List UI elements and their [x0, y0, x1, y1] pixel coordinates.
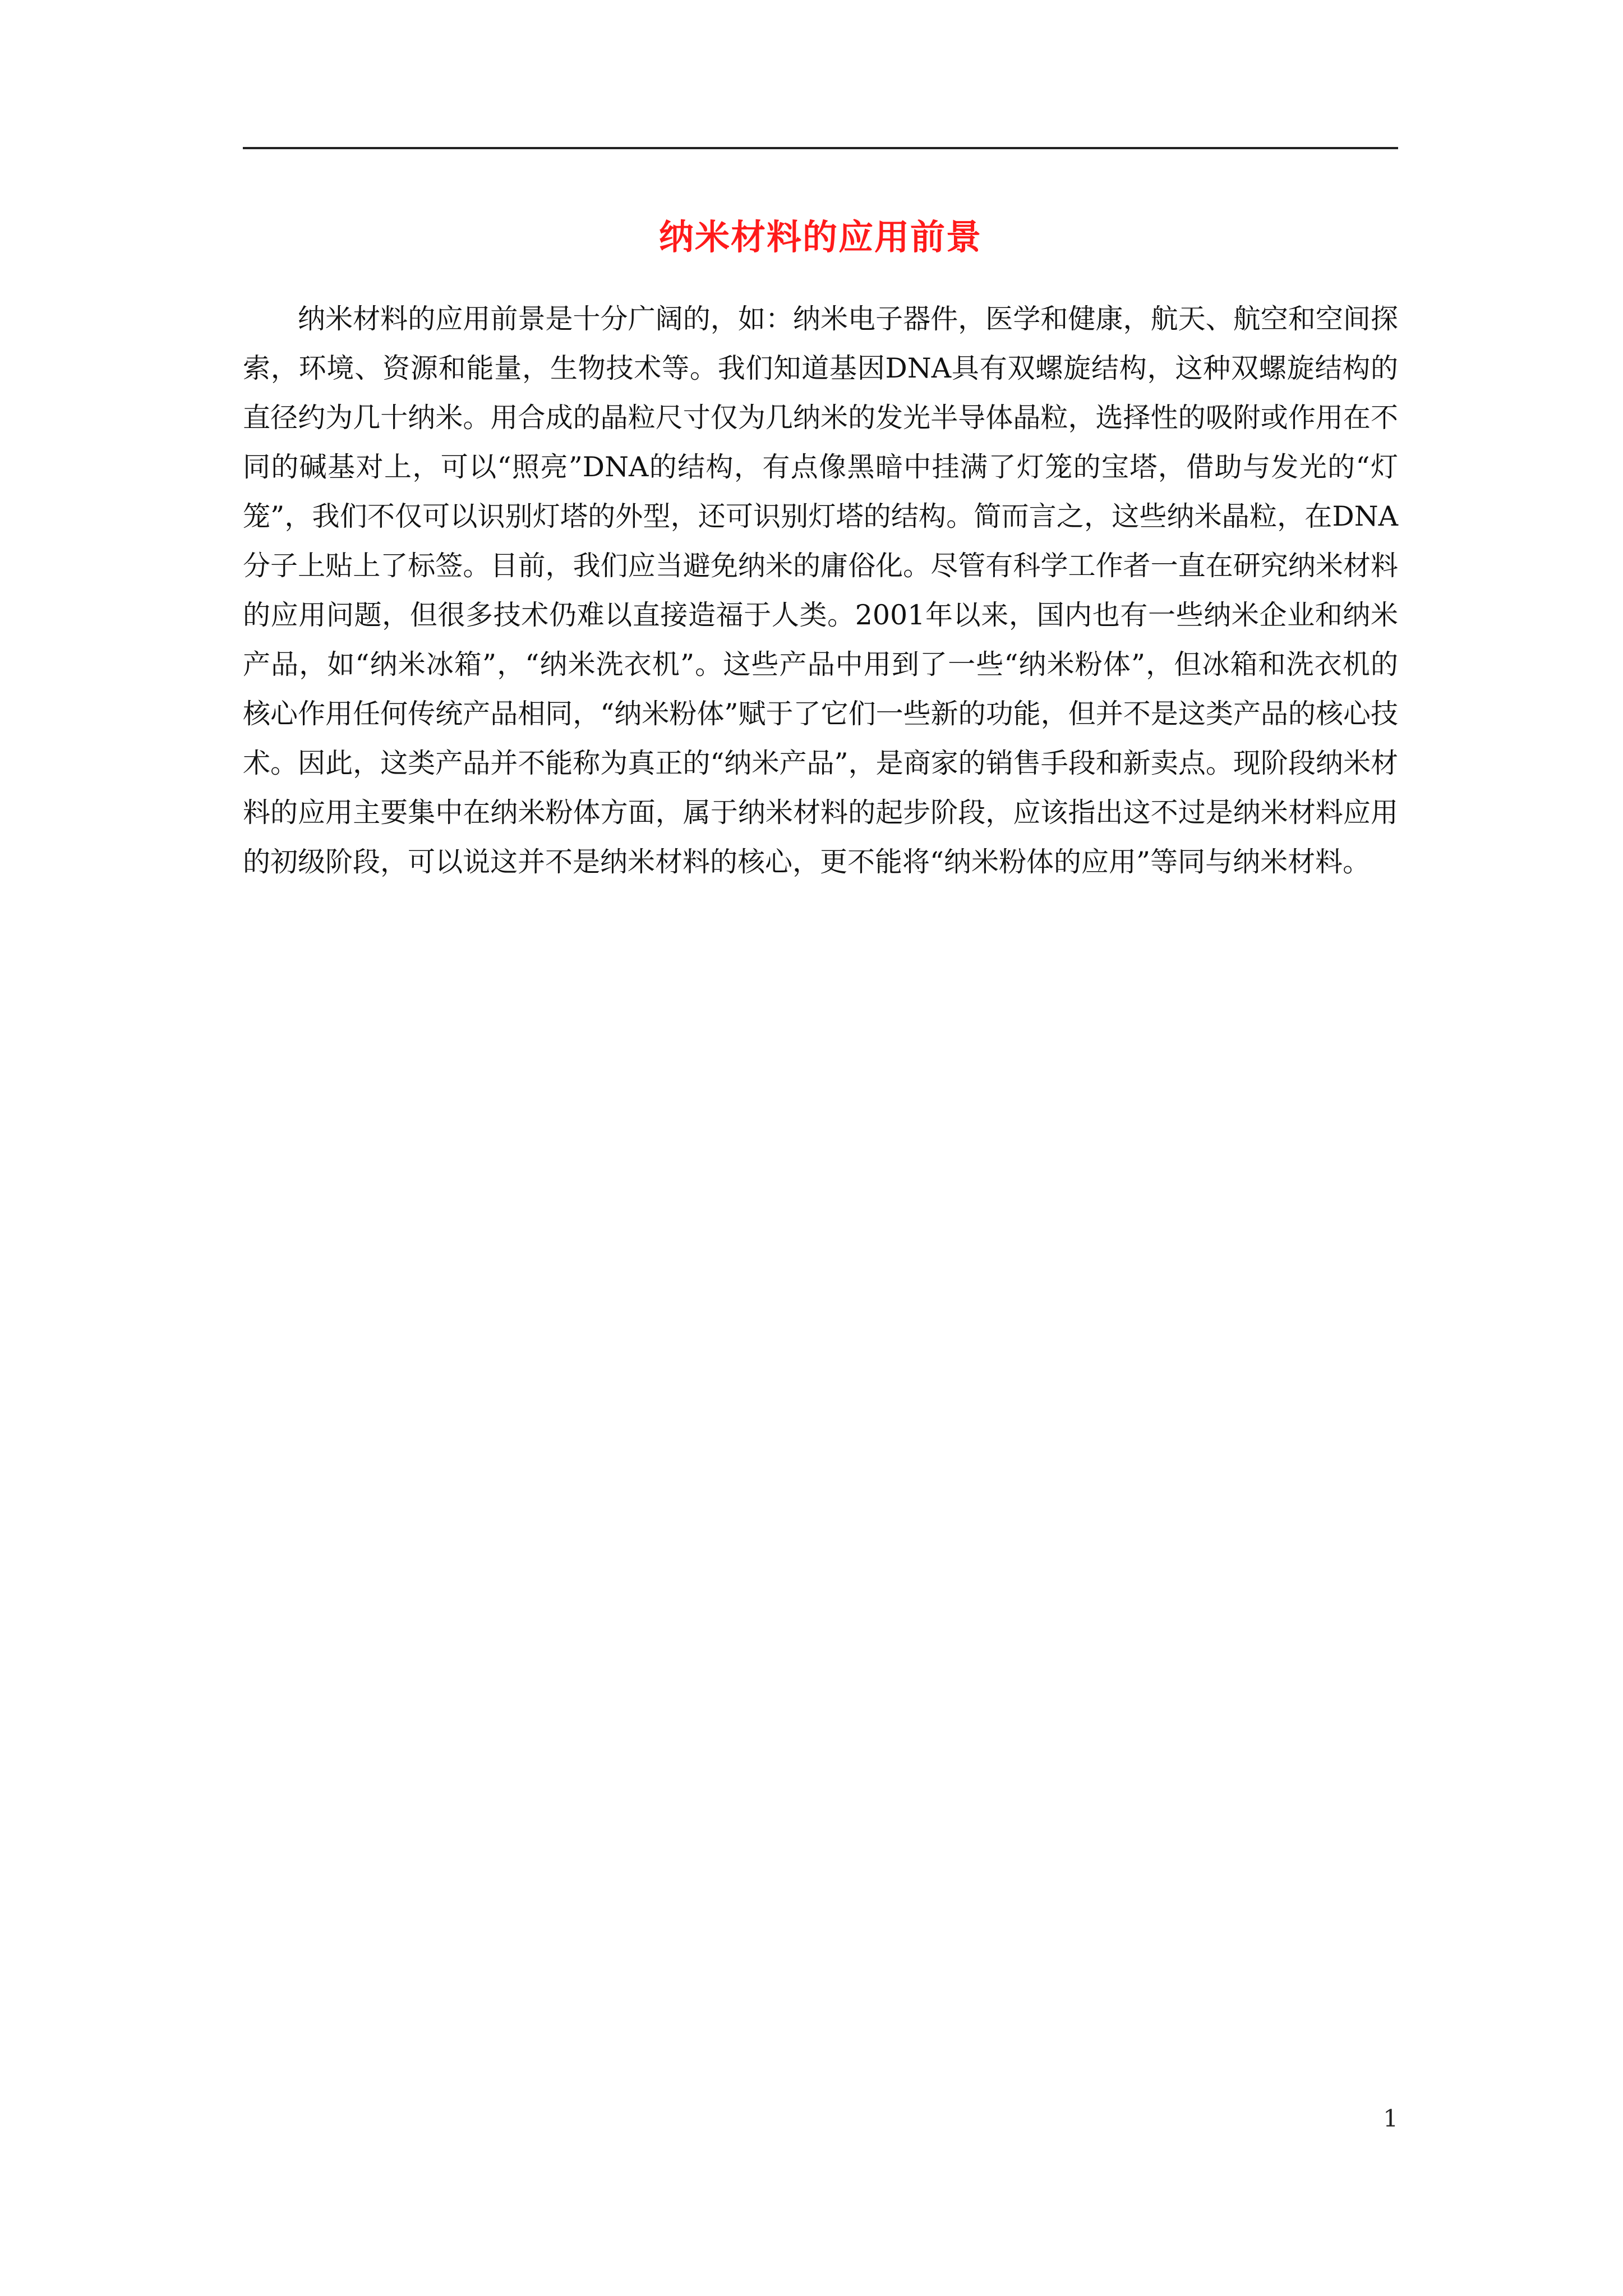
header-rule: [243, 147, 1398, 149]
body-paragraph: 纳米材料的应用前景是十分广阔的，如：纳米电子器件，医学和健康，航天、航空和空间探索，环境、资源和能量，生物技术等。我们知道基因DNA具有双螺旋结构，这种双螺旋结构的直径约为几十纳米。用合成的晶粒尺寸仅为几纳米的发光半导体晶粒，选择性的吸附或作用在不同的碱基对上，可以“照亮”DNA的结构，有点像黑暗中挂满了灯笼的宝塔，借助与发光的“灯笼”，我们不仅可以识别灯塔的外型，还可识别灯塔的结构。简而言之，这些纳米晶粒，在DNA分子上贴上了标签。目前，我们应当避免纳米的庸俗化。尽管有科学工作者一直在研究纳米材料的应用问题，但很多技术仍难以直接造福于人类。2001年以来，国内也有一些纳米企业和纳米产品，如“纳米冰箱”，“纳米洗衣机”。这些产品中用到了一些“纳米粉体”，但冰箱和洗衣机的核心作用任何传统产品相同，“纳米粉体”赋于了它们一些新的功能，但并不是这类产品的核心技术。因此，这类产品并不能称为真正的“纳米产品”，是商家的销售手段和新卖点。现阶段纳米材料的应用主要集中在纳米粉体方面，属于纳米材料的起步阶段，应该指出这不过是纳米材料应用的初级阶段，可以说这并不是纳米材料的核心，更不能将“纳米粉体的应用”等同与纳米材料。: [243, 303, 1398, 878]
page-number: 1: [1383, 2105, 1398, 2132]
document-title: 纳米材料的应用前景: [658, 217, 982, 257]
